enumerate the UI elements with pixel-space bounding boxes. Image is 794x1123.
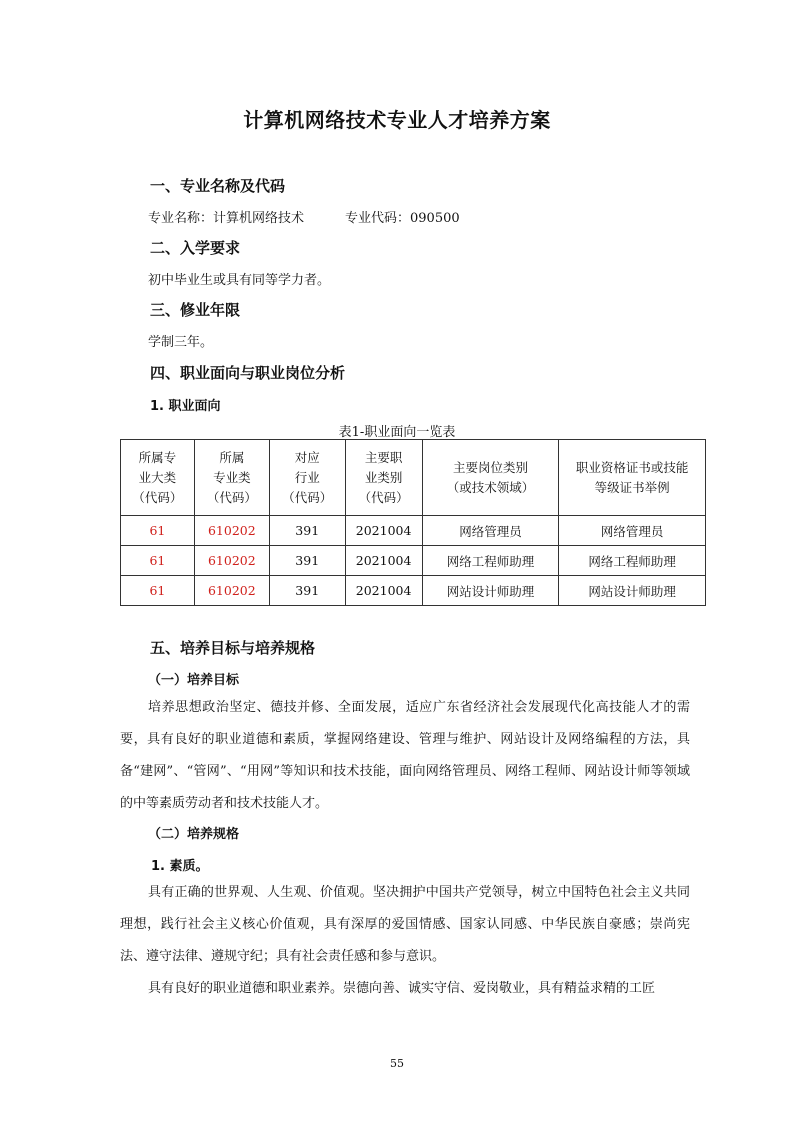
admission-text: 初中毕业生或具有同等学力者。 — [148, 273, 331, 288]
cell-industry: 391 — [269, 576, 345, 606]
header-industry: 对应 行业 （代码） — [269, 440, 345, 516]
section-heading-admission: 二、入学要求 — [150, 239, 241, 257]
cell-category: 61 — [121, 576, 195, 606]
major-name: 专业名称：计算机网络技术 — [148, 211, 305, 226]
cell-position: 网络管理员 — [422, 516, 559, 546]
cell-industry: 391 — [269, 516, 345, 546]
cell-position: 网站设计师助理 — [422, 576, 559, 606]
cell-class: 610202 — [194, 576, 269, 606]
duration-text: 学制三年。 — [148, 335, 214, 350]
header-category: 所属专 业大类 （代码） — [121, 440, 195, 516]
section-heading-duration: 三、修业年限 — [150, 301, 241, 319]
subheading-quality: 1. 素质。 — [151, 859, 209, 874]
cell-occupation: 2021004 — [345, 576, 422, 606]
header-certificate: 职业资格证书或技能 等级证书举例 — [559, 440, 706, 516]
cell-certificate: 网站设计师助理 — [559, 576, 706, 606]
quality-paragraph-1: 具有正确的世界观、人生观、价值观。坚决拥护中国共产党领导，树立中国特色社会主义共同理想，践行社会主义核心价值观，具有深厚的爱国情感、国家认同感、中华民族自豪感；崇尚宪法、遵守法律、遵规守纪；具有社会责任感和参与意识。 — [120, 885, 690, 964]
table-caption: 表1-职业面向一览表 — [338, 425, 456, 440]
section-heading-career: 四、职业面向与职业岗位分析 — [150, 364, 346, 382]
section-heading-major: 一、专业名称及代码 — [150, 177, 286, 195]
subheading-training-spec: （二）培养规格 — [148, 827, 240, 842]
cell-certificate: 网络工程师助理 — [559, 546, 706, 576]
document-title: 计算机网络技术专业人才培养方案 — [243, 108, 551, 132]
cell-category: 61 — [121, 546, 195, 576]
cell-class: 610202 — [194, 546, 269, 576]
table-row — [121, 576, 706, 606]
major-code: 专业代码：090500 — [345, 211, 460, 226]
quality-paragraph-2: 具有良好的职业道德和职业素养。崇德向善、诚实守信、爱岗敬业，具有精益求精的工匠 — [148, 981, 656, 996]
cell-category: 61 — [121, 516, 195, 546]
cell-position: 网络工程师助理 — [422, 546, 559, 576]
subheading-training-goal: （一）培养目标 — [148, 673, 240, 688]
cell-certificate: 网络管理员 — [559, 516, 706, 546]
cell-class: 610202 — [194, 516, 269, 546]
cell-occupation: 2021004 — [345, 516, 422, 546]
table-header-row — [121, 440, 706, 516]
table-row — [121, 546, 706, 576]
training-goal-paragraph: 培养思想政治坚定、德技并修、全面发展，适应广东省经济社会发展现代化高技能人才的需要，具有良好的职业道德和素质，掌握网络建设、管理与维护、网站设计及网络编程的方法，具备“建网”、“管网”、“用网”等知识和技术技能，面向网络管理员、网络工程师、网站设计师等领域的中等素质劳动者和技术技能人才。 — [120, 700, 690, 811]
table-row — [121, 516, 706, 546]
page-number: 55 — [390, 1057, 404, 1070]
cell-occupation: 2021004 — [345, 546, 422, 576]
career-table — [120, 439, 706, 606]
header-class: 所属 专业类 （代码） — [194, 440, 269, 516]
section-heading-goals: 五、培养目标与培养规格 — [150, 639, 316, 657]
cell-industry: 391 — [269, 546, 345, 576]
header-occupation: 主要职 业类别 （代码） — [345, 440, 422, 516]
header-position: 主要岗位类别 （或技术领域） — [422, 440, 559, 516]
subheading-career-orientation: 1. 职业面向 — [150, 399, 221, 414]
